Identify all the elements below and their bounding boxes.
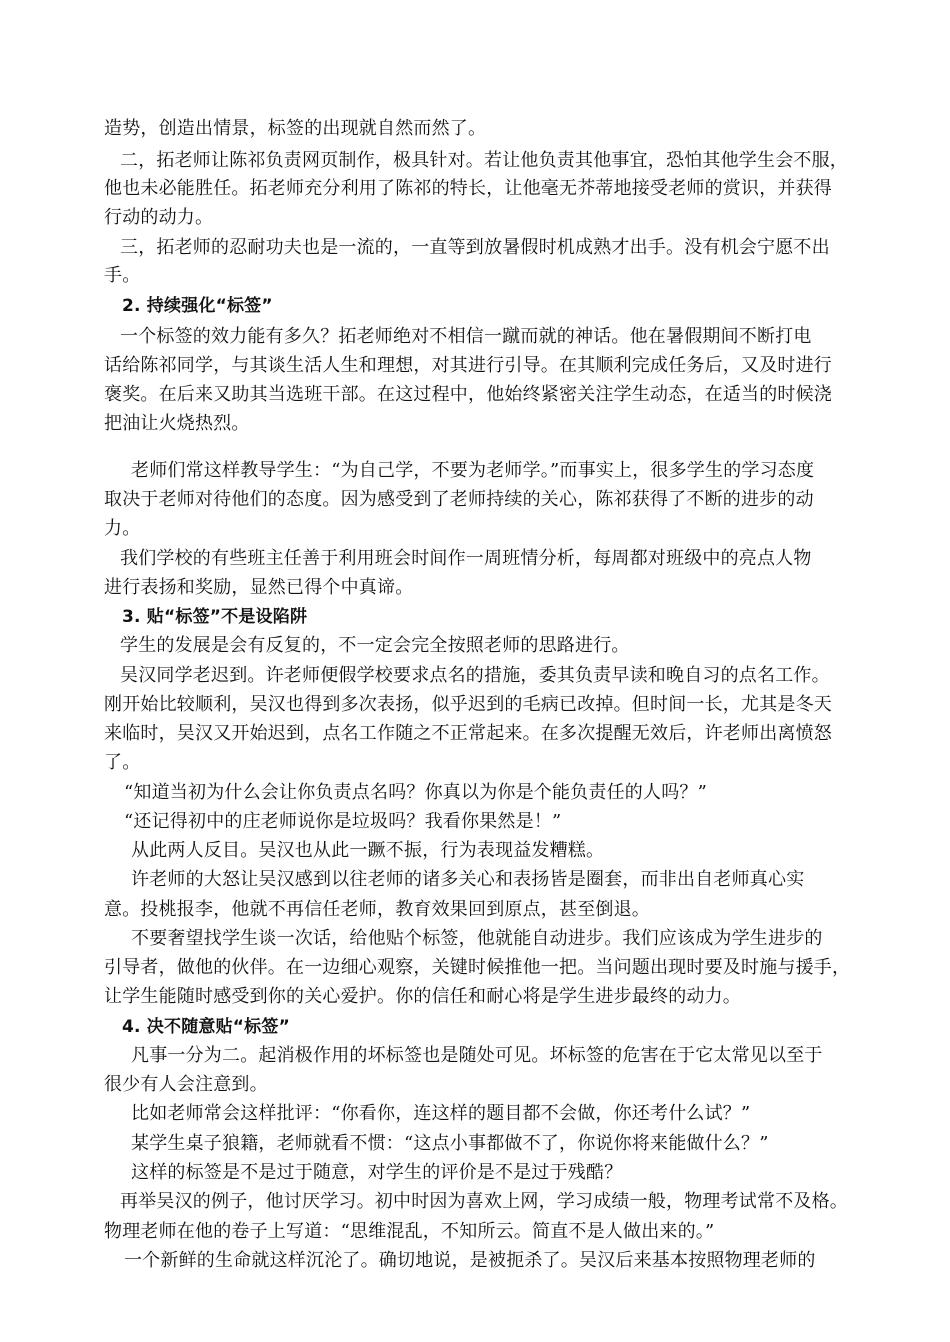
text-line: “还记得初中的庄老师说你是垃圾吗？我看你果然是！” — [124, 811, 562, 832]
text-line: 一个新鲜的生命就这样沉沦了。确切地说，是被扼杀了。吴汉后来基本按照物理老师的 — [124, 1250, 816, 1271]
text-line: 很少有人会注意到。 — [104, 1074, 268, 1095]
text-line: 物理老师在他的卷子上写道：“思维混乱，不知所云。简直不是人做出来的。” — [104, 1221, 715, 1242]
text-line: 许老师的大怒让吴汉感到以往老师的诸多关心和表扬皆是圈套，而非出自老师真心实 — [131, 869, 805, 890]
text-line: 学生的发展是会有反复的，不一定会完全按照老师的思路进行。 — [120, 635, 630, 656]
text-line: 吴汉同学老迟到。许老师便假学校要求点名的措施，委其负责早读和晚自习的点名工作。 — [120, 665, 830, 686]
text-line: “知道当初为什么会让你负责点名吗？你真以为你是个能负责任的人吗？” — [124, 782, 708, 803]
text-line: 把油让火烧热烈。 — [104, 413, 250, 434]
text-line: 进行表扬和奖励，显然已得个中真谛。 — [104, 577, 414, 598]
text-line: 造势，创造出情景，标签的出现就自然而然了。 — [104, 118, 487, 139]
text-line: 话给陈祁同学，与其谈生活人生和理想，对其进行引导。在其顺利完成任务后，又及时进行 — [104, 355, 832, 376]
text-line: 褒奖。在后来又助其当选班干部。在这过程中，他始终紧密关注学生动态，在适当的时候浇 — [104, 384, 832, 405]
text-line: 一个标签的效力能有多久？拓老师绝对不相信一蹴而就的神话。他在暑假期间不断打电 — [120, 326, 812, 347]
section-heading: 3. 贴“标签”不是设陷阱 — [122, 607, 308, 627]
text-line: 手。 — [104, 265, 141, 286]
text-line: 取决于老师对待他们的态度。因为感受到了老师持续的关心，陈祁获得了不断的进步的动 — [104, 489, 814, 510]
text-line: 我们学校的有些班主任善于利用班会时间作一周班情分析，每周都对班级中的亮点人物 — [120, 548, 812, 569]
text-line: 不要奢望找学生谈一次话，给他贴个标签，他就能自动进步。我们应该成为学生进步的 — [131, 928, 823, 949]
text-line: 从此两人反目。吴汉也从此一蹶不振，行为表现益发糟糕。 — [131, 840, 605, 861]
text-line: 了。 — [104, 752, 141, 773]
text-line: 力。 — [104, 518, 141, 539]
text-line: 再举吴汉的例子，他讨厌学习。初中时因为喜欢上网，学习成绩一般，物理考试常不及格。 — [120, 1191, 848, 1212]
text-line: 他也未必能胜任。拓老师充分利用了陈祁的特长，让他毫无芥蒂地接受老师的赏识，并获得 — [104, 178, 832, 199]
text-line: 行动的动力。 — [104, 207, 214, 228]
text-line: 意。投桃报李，他就不再信任老师，教育效果回到原点，甚至倒退。 — [104, 899, 650, 920]
section-heading: 4. 决不随意贴“标签” — [122, 1017, 290, 1037]
text-line: 比如老师常会这样批评：“你看你，连这样的题目都不会做，你还考什么试？” — [131, 1103, 751, 1124]
text-line: 老师们常这样教导学生：“为自己学，不要为老师学。”而事实上，很多学生的学习态度 — [131, 460, 815, 481]
text-line: 某学生桌子狼籍，老师就看不惯：“这点小事都做不了，你说你将来能做什么？” — [131, 1133, 769, 1154]
text-line: 三，拓老师的忍耐功夫也是一流的，一直等到放暑假时机成熟才出手。没有机会宁愿不出 — [120, 237, 830, 258]
text-line: 来临时，吴汉又开始迟到，点名工作随之不正常起来。在多次提醒无效后，许老师出离愤怒 — [104, 723, 832, 744]
section-heading: 2. 持续强化“标签” — [122, 296, 273, 316]
text-line: 刚开始比较顺利，吴汉也得到多次表扬，似乎迟到的毛病已改掉。但时间一长，尤其是冬天 — [104, 694, 832, 715]
text-line: 引导者，做他的伙伴。在一边细心观察，关键时候推他一把。当问题出现时要及时施与援手， — [104, 957, 851, 978]
text-line: 二，拓老师让陈祁负责网页制作，极具针对。若让他负责其他事宜，恐怕其他学生会不服， — [120, 150, 848, 171]
text-line: 凡事一分为二。起消极作用的坏标签也是随处可见。坏标签的危害在于它太常见以至于 — [131, 1045, 823, 1066]
text-line: 让学生能随时感受到你的关心爱护。你的信任和耐心将是学生进步最终的动力。 — [104, 986, 741, 1007]
text-line: 这样的标签是不是过于随意，对学生的评价是不是过于残酷？ — [131, 1162, 623, 1183]
